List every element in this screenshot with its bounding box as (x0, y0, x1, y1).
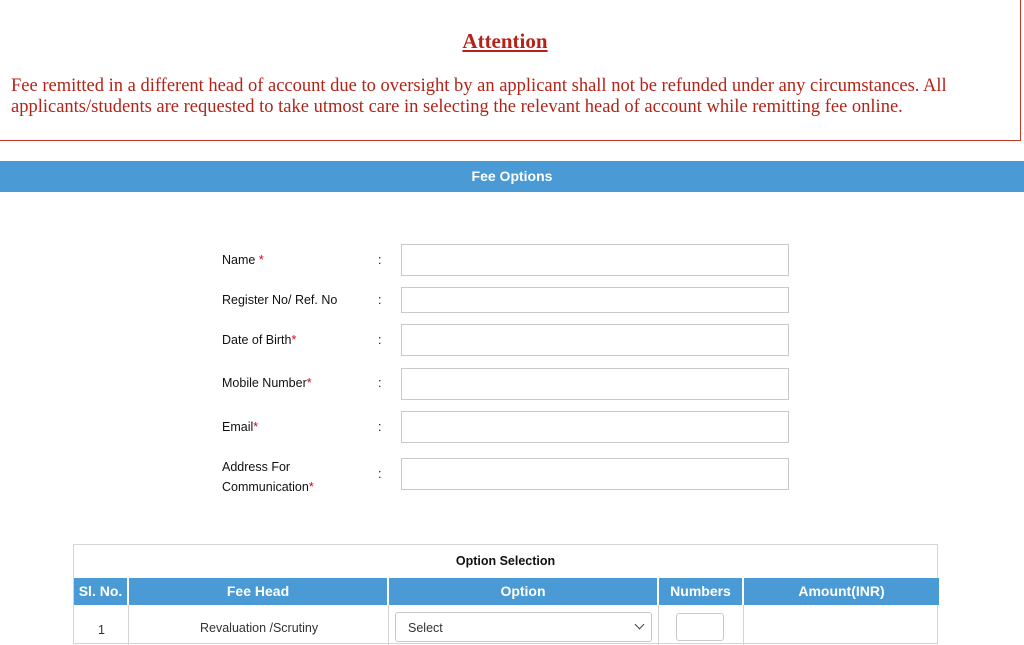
required-mark: * (291, 333, 297, 347)
mobile-label: Mobile Number* (222, 376, 312, 390)
chevron-down-icon (635, 620, 645, 630)
numbers-input[interactable] (676, 613, 724, 641)
colon: : (378, 376, 382, 390)
dob-label: Date of Birth* (222, 333, 297, 347)
name-label: Name * (222, 253, 264, 267)
required-mark: * (308, 480, 314, 494)
colon: : (378, 467, 382, 481)
name-input[interactable] (401, 244, 789, 276)
email-label: Email* (222, 420, 259, 434)
address-input[interactable] (401, 458, 789, 490)
column-divider (128, 605, 129, 645)
required-mark: * (253, 420, 259, 434)
column-header-fee-head: Fee Head (129, 578, 389, 605)
column-divider (658, 605, 659, 645)
email-input[interactable] (401, 411, 789, 443)
column-divider (388, 605, 389, 645)
required-mark: * (306, 376, 312, 390)
column-header-numbers: Numbers (659, 578, 744, 605)
option-selection-title: Option Selection (455, 554, 556, 568)
attention-message: Fee remitted in a different head of account due to oversight by an applicant shall not be refunded under any circumstances. All applicants/students are requested to take utmost care in selecting the relevant head of account while remitting fee online. (11, 76, 947, 117)
row-sl-no: 1 (98, 623, 105, 637)
colon: : (378, 253, 382, 267)
fee-options-header: Fee Options (0, 161, 1024, 192)
mobile-input[interactable] (401, 368, 789, 400)
register-no-input[interactable] (401, 287, 789, 313)
column-header-amount: Amount(INR) (744, 578, 939, 605)
colon: : (378, 293, 382, 307)
register-no-label: Register No/ Ref. No (222, 293, 338, 307)
address-label: Address For Communication* (222, 460, 314, 494)
attention-notice (0, 0, 1021, 141)
dob-input[interactable] (401, 324, 789, 356)
column-divider (743, 605, 744, 645)
column-header-sl-no: Sl. No. (74, 578, 129, 605)
colon: : (378, 420, 382, 434)
option-selection-table (73, 544, 938, 644)
row-fee-head: Revaluation /Scrutiny (200, 621, 319, 635)
column-header-option: Option (389, 578, 659, 605)
required-mark: * (258, 253, 264, 267)
colon: : (378, 333, 382, 347)
attention-title: Attention (462, 29, 548, 53)
option-select-value: Select (408, 621, 443, 635)
option-select[interactable] (395, 612, 652, 642)
